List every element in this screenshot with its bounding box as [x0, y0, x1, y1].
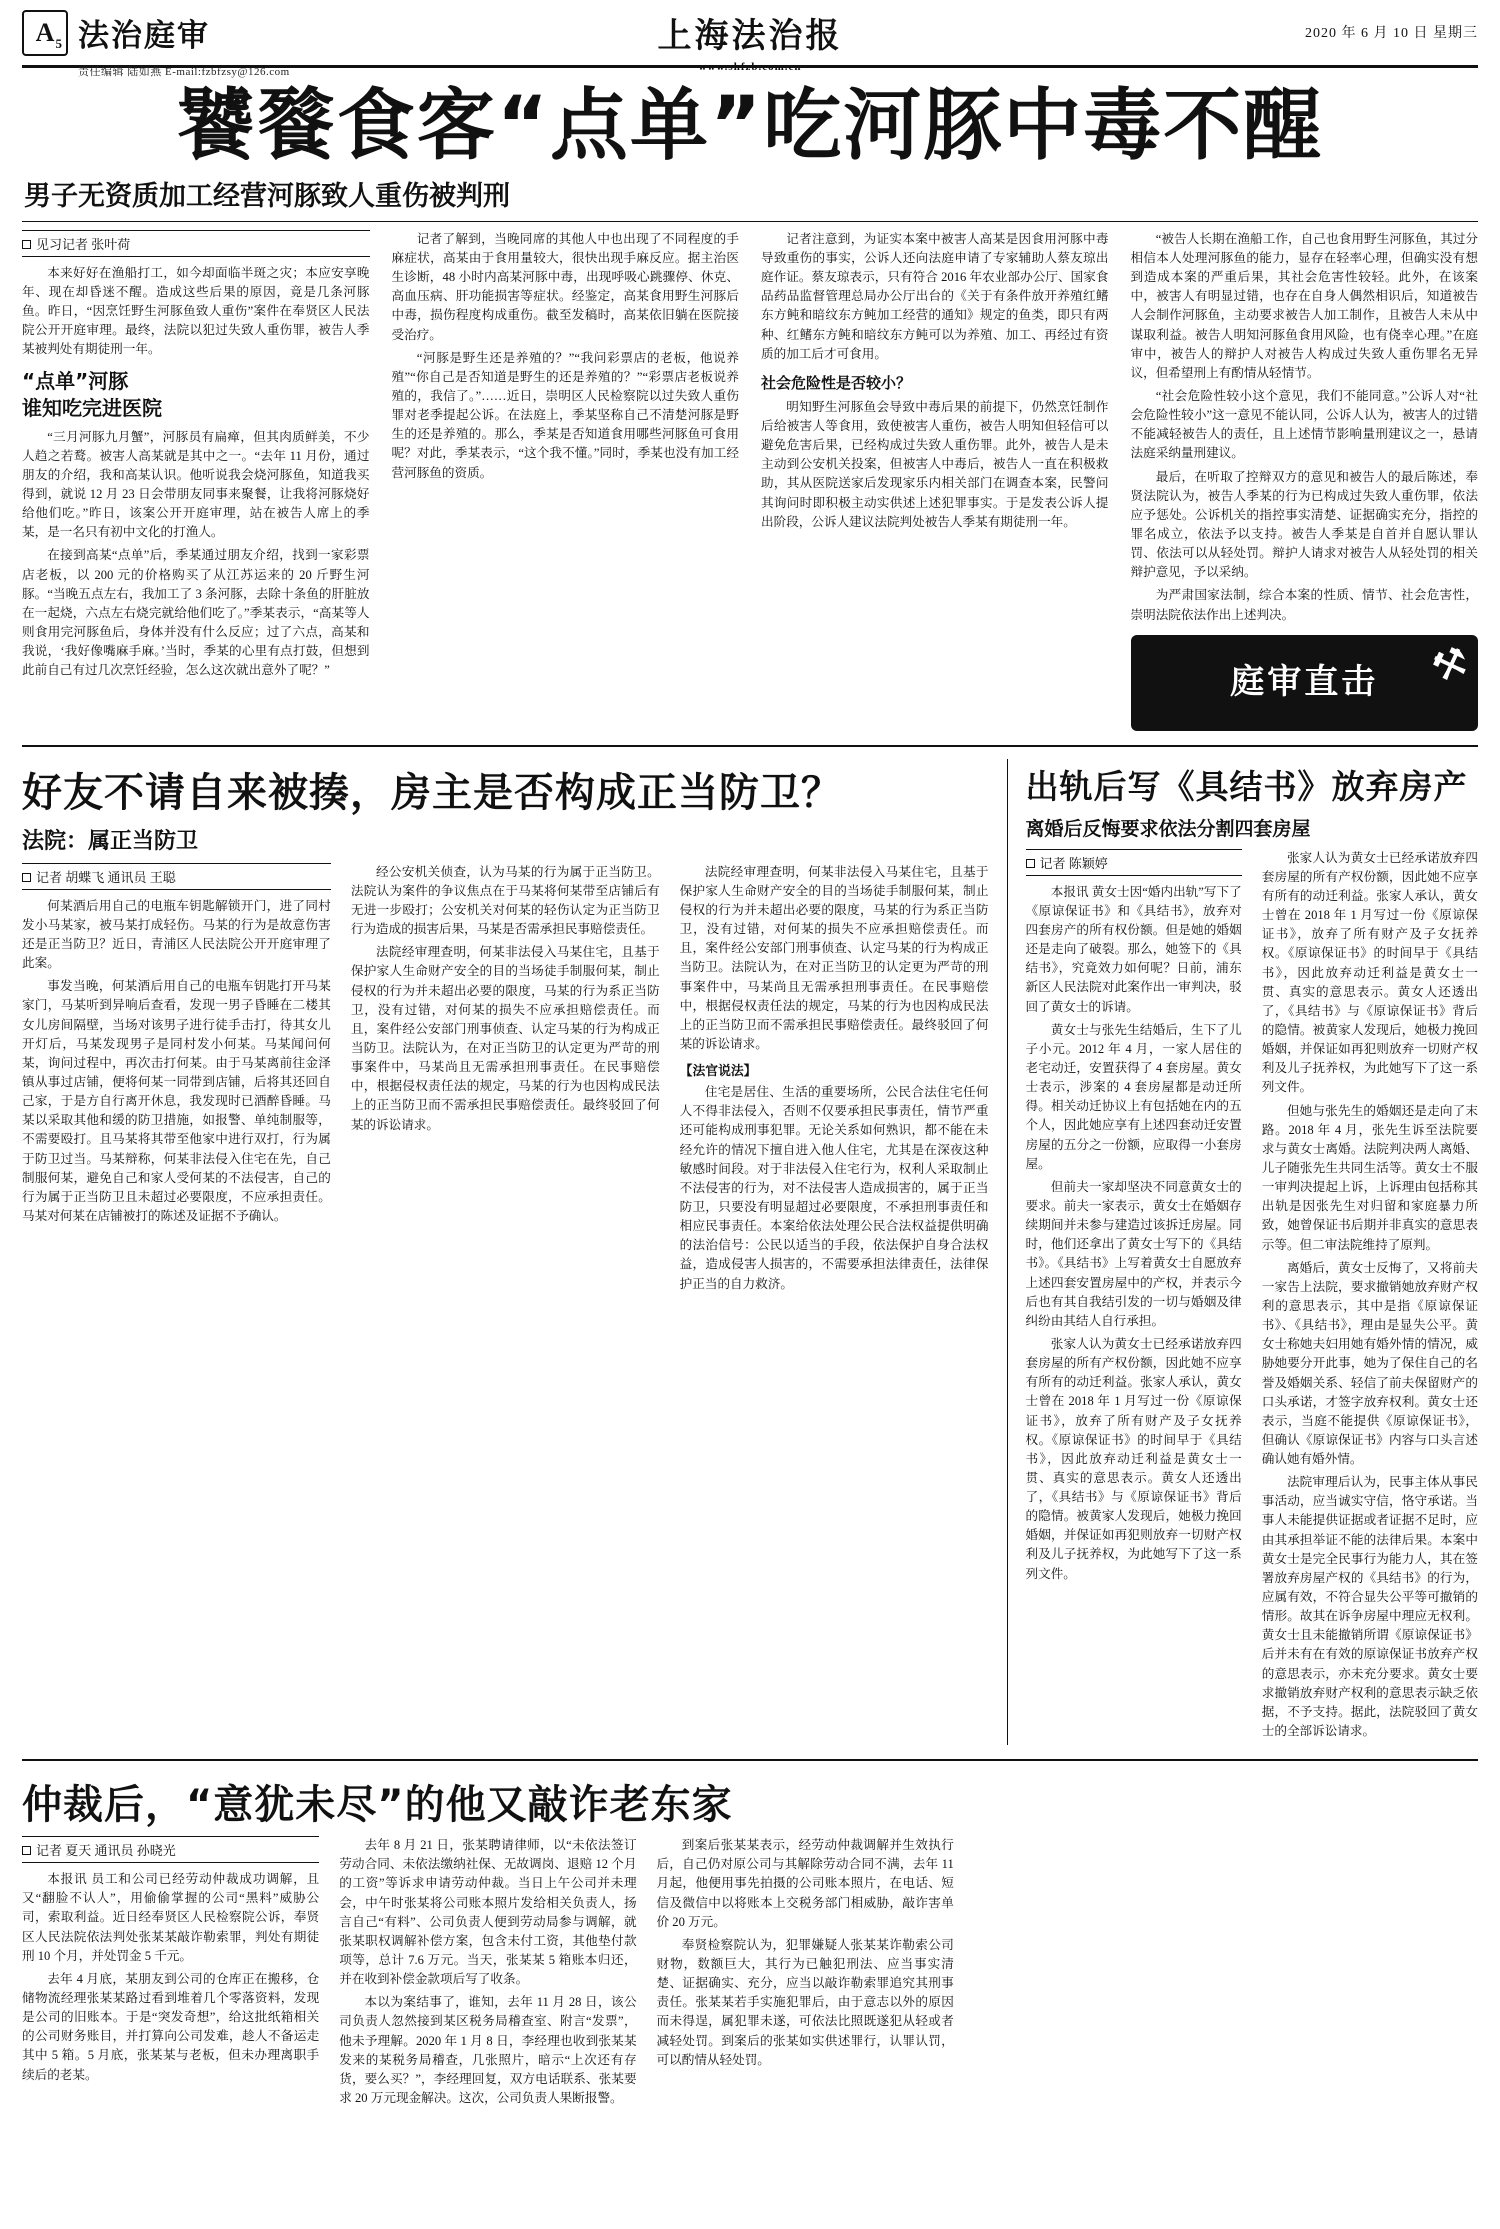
paragraph: 离婚后，黄女士反悔了，又将前夫一家告上法院，要求撤销她放弃财产权利的意思表示，其中是指《原谅保证书》、《具结书》，理由是显失公平。黄女士称她夫妇用她有婚外情的情况，威胁她要分开此事，她为了保住自己的名誉及婚姻关系、轻信了前夫保留财产的口头承诺，才签字放弃权利。黄女士还表示，当庭不能提供《原谅保证书》，但确认《原谅保证书》内容与口头言述确认她有婚外情。: [1261, 1260, 1478, 1467]
judge-note-title: 【法官说法】: [679, 1064, 757, 1079]
lead-subtitle-2: 社会危险性是否较小？: [761, 373, 912, 392]
story4-byline: [22, 1836, 319, 1863]
paragraph: 经公安机关侦查，认为马某的行为属于正当防卫。法院认为案件的争议焦点在于马某将何某带至店铺后有无进一步殴打；公安机关对何某的轻伤认定为正当防卫行为造成的损害后果，马某是否需承担民事赔偿责任。: [350, 864, 660, 937]
masthead-left: [22, 10, 290, 79]
paragraph: “三月河豚九月蟹”，河豚员有扁瘅，但其肉质鲜美，不少人趋之若鹜。被害人高某就是其中之一。“去年 11 月份，通过朋友的介绍，我和高某认识。他听说我会烧河豚鱼，知道我买得到，就说 12 月 23 日会带朋友同事来聚餐，让我将河豚烧好给他们吃。”昨日，该案公开开庭审理，站在被告人席上的季某，是一名只有初中文化的打渔人。: [22, 429, 370, 540]
section-divider: [22, 1759, 1478, 1761]
paragraph: 但前夫一家却坚决不同意黄女士的要求。前夫一家表示，黄女士在婚姻存续期间并未参与建造过该拆迁房屋。同时，他们还拿出了黄女士写下的《具结书》。《具结书》上写着黄女士自愿放弃上述四套安置房屋中的产权，并表示今后也有其自我结引发的一切与婚姻及律纠纷由其结人自行承担。: [1025, 1179, 1242, 1328]
lead-subhead: 男子无资质加工经营河豚致人重伤被判刑: [24, 180, 510, 212]
lead-story-columns: [22, 230, 1478, 731]
story2-headline: 好友不请自来被揍，房主是否构成正当防卫？: [22, 769, 842, 816]
paragraph: 本报讯 黄女士因“婚内出轨”写下了《原谅保证书》和《具结书》，放弃对四套房产的所有权份额。但是她的婚姻还是走向了破裂。那么，她签下的《具结书》，究竟效力如何呢？日前，浦东新区人民法院对此案作出一审判决，驳回了黄女士的诉请。: [1025, 884, 1242, 1014]
paragraph: 奉贤检察院认为，犯罪嫌疑人张某某诈勒索公司财物，数额巨大，其行为已触犯刑法、应当事实清楚、证据确实、充分，应当以敲诈勒索罪追究其刑事责任。张某某若手实施犯罪后，由于意志以外的原因而未得逞，属犯罪未遂，可依法比照既遂犯从轻或者减轻处罚。到案后的张某如实供述罪行，认罪认罚，可以酌情从轻处罚。: [656, 1937, 954, 2067]
story3-byline: [1026, 849, 1242, 876]
masthead-center: [658, 8, 843, 73]
stamp-text: 庭审直击: [1230, 661, 1379, 702]
paragraph: 何某酒后用自己的电瓶车钥匙解锁开门，进了同村发小马某家，被马某打成轻伤。马某的行为是故意伤害还是正当防卫？近日，青浦区人民法院公开开庭审理了此案。: [22, 898, 331, 971]
paragraph: 事发当晚，何某酒后用自己的电瓶车钥匙打开马某家门，马某听到异响后查看，发现一男子昏睡在二楼其女儿房间隔壁，当场对该男子进行徒手击打，待其女儿开灯后，马某发现男子是同村发小何某。马某闻问何某，询问过程中，再次击打何某。由于马某离前往金泽镇从事过店铺，便将何某一同带到店铺，后将其还回自己家，于是方自行离开休息，我发现时已酒醉昏睡。马某以采取其他和缓的防卫措施，如报警、单纯制服等，不需要殴打。且马某将其带至他家中进行双打，行为属于防卫过当。马某辩称，何某非法侵入住宅在先，自己制服何某，避免自己和家人受何某的不法侵害，自己的行为属于正当防卫且未超过必要限度，不应承担责任。马某对何某在店铺被打的陈述及证据不予确认。: [22, 979, 331, 1223]
byline-text: 记者 夏天 通讯员 孙晓光: [36, 1843, 176, 1859]
page-marker: [22, 10, 68, 56]
story4-col-3: [657, 1836, 954, 2112]
section-divider: [22, 745, 1478, 747]
story2-col-2: [351, 863, 660, 1298]
bullet-icon: [22, 1846, 31, 1855]
story3-columns: [1026, 849, 1478, 1745]
paragraph: 最后，在听取了控辩双方的意见和被告人的最后陈述，奉贤法院认为，被告人季某的行为已构成过失致人重伤罪，依法应予惩处。公诉机关的指控事实清楚、证据确实充分，指控的罪名成立，依法予以支持。被告人季某是自首并自愿认罪认罚、依法可以从轻处罚。辩护人请求对被告人从轻处罚的相关辩护意见，予以采纳。: [1130, 469, 1478, 580]
byline-text: 见习记者 张叶荷: [36, 236, 131, 252]
story3-col-2: [1262, 849, 1478, 1745]
column-logo-stamp: [1131, 635, 1479, 731]
lead-col-1: [22, 230, 370, 731]
paragraph: 法院经审理查明，何某非法侵入马某住宅，且基于保护家人生命财产安全的目的当场徒手制服何某，制止侵权的行为并未超出必要的限度，马某的行为系正当防卫，没有过错，对何某的损失不应承担赔偿责任。而且，案件经公安部门刑事侦查、认定马某的行为构成正当防卫。法院认为，在对正当防卫的认定更为严苛的刑事案件中，马某尚且无需承担刑事责任。在民事赔偿中，根据侵权责任法的规定，马某的行为也因构成民法上的正当防卫而不需承担民事赔偿责任。最终驳回了何某的诉讼请求。: [679, 864, 989, 1051]
story3: [1007, 759, 1478, 1745]
gavel-icon: ⚒: [1425, 636, 1475, 692]
paragraph: 住宅是居住、生活的重要场所，公民合法住宅任何人不得非法侵入，否则不仅要承担民事责任，情节严重还可能构成刑事犯罪。无论关系如何熟识，都不能在未经允许的情况下擅自进入他人住宅，尤其是在深夜这种敏感时间段。对于非法侵入住宅行为，权利人采取制止不法侵害的行为，对不法侵害人造成损害的，属于正当防卫，只要没有明显超过必要限度，不承担刑事责任和相应民事责任。本案给依法处理公民合法权益提供明确的法治信号：公民以适当的手段，依法保护自身合法权益，造成侵害人损害的，不需要承担法律责任，法律保护正当的自力救济。: [679, 1085, 989, 1291]
paragraph: 明知野生河豚鱼会导致中毒后果的前提下，仍然烹饪制作后给被害人等食用，致使被害人重伤，被告人明知但轻信可以避免危害后果，已经构成过失致人重伤罪。此外，被告人是未主动到公安机关投案，但被害人中毒后，被告人一直在积极救助，其从医院送家后发现家乐内相关部门在调查本案，民警问其询问时即积极主动实供述上述犯罪事实。于是发表公诉人提出阶段，公诉人建议法院判处被告人季某有期徒刑一年。: [761, 399, 1109, 529]
lead-headline: 饕餮食客“点单”吃河豚中毒不醒: [176, 81, 1324, 171]
page-number: 5: [55, 36, 62, 51]
paragraph: “河豚是野生还是养殖的？”“我问彩票店的老板，他说养殖”“你自己是否知道是野生的还是养殖的？”“彩票店老板说养殖的，我信了。”……近日，崇明区人民检察院以过失致人重伤罪对老季提起公诉。在法庭上，季某坚称自己不清楚河豚是野生的还是养殖的。那么，季某是否知道食用哪些河豚鱼可食用呢？对此，季某表示，“这个我不懂。”同时，季某也没有加工经营河豚鱼的资质。: [391, 350, 739, 480]
story2: [22, 759, 989, 1745]
page-letter: A: [35, 18, 55, 47]
mid-section: [22, 759, 1478, 1745]
paper-title: 上海法治报: [657, 16, 843, 56]
paragraph: “被告人长期在渔船工作，自己也食用野生河豚鱼，其过分相信本人处理河豚鱼的能力，显存在轻率心理，但确实没有想到造成本案的严重后果，其社会危害性较轻。此外，在该案中，被害人有明显过错，也存在自身人偶然相识后，知道被告人会制作河豚鱼，主动要求被告人加工制作，且被告人未从中谋取利益。被告人明知河豚鱼食用风险，也有侥幸心理。”在庭审中，被告人的辩护人对被告人构成过失致人重伤罪名无异议，但希望刑上有酌情从轻情节。: [1130, 231, 1478, 380]
story4-headline: 仲裁后，“意犹未尽”的他又敲诈老东家: [22, 1782, 733, 1829]
story4-columns: [22, 1836, 954, 2112]
section-title: 法治庭审: [78, 18, 210, 54]
paragraph: 张家人认为黄女士已经承诺放弃四套房屋的所有产权份额，因此她不应享有所有的动迁利益。张家人承认，黄女士曾在 2018 年 1 月写过一份《原谅保证书》，放弃了所有财产及子女抚养权。《原谅保证书》的时间早于《具结书》，因此放弃动迁利益是黄女士一贯、真实的意思表示。黄女人还透出了，《具结书》与《原谅保证书》背后的隐情。被黄家人发现后，她极力挽回婚姻，并保证如再犯则放弃一切财产权利及儿子抚养权，为此她写下了这一系列文件。: [1025, 1336, 1242, 1581]
paragraph: 法院审理后认为，民事主体从事民事活动，应当诚实守信，恪守承诺。当事人未能提供证据或者证据不足时，应由其承担举证不能的法律后果。本案中黄女士是完全民事行为能力人，其在签署放弃房屋产权的《具结书》的行为，应属有效，不符合显失公平等可撤销的情形。故其在诉争房屋中理应无权利。黄女士且未能撤销所谓《原谅保证书》后并未有在有效的原谅保证书放弃产权的意思表示，亦未充分要求。黄女士要求撤销放弃财产权利的意思表示缺乏依据，不予支持。据此，法院驳回了黄女士的全部诉讼请求。: [1261, 1475, 1478, 1739]
paragraph: 记者注意到，为证实本案中被害人高某是因食用河豚中毒导致重伤的事实，公诉人还向法庭申请了专家辅助人蔡友琼出庭作证。蔡友琼表示，只有符合 2016 年农业部办公厅、国家食品药品监督管理总局办公厅出台的《关于有条件放开养殖红鳍东方鲀和暗纹东方鲀加工经营的通知》规定的鱼类，即只有两种、红鳍东方鲀和暗纹东方鲀可以为养殖、加工、再经过有资质的加工后才可食用。: [761, 231, 1109, 361]
paragraph: 去年 8 月 21 日，张某聘请律师，以“未依法签订劳动合同、未依法缴纳社保、无故调岗、退赔 12 个月的工资”等诉求申请劳动仲裁。当日上午公司并未理会，中午时张某将公司账本照片发给相关负责人，扬言自己“有料”、公司负责人便到劳动局参与调解，就张某职权调解补偿方案，包含未付工资，其他垫付款项等，总计 7.6 万元。当天，张某某 5 箱账本归还，并在收到补偿金款项后写了收条。: [339, 1838, 637, 1987]
story2-byline: [22, 863, 331, 890]
story2-col-3: [680, 863, 989, 1298]
paragraph: 本来好好在渔船打工，如今却面临半斑之灾；本应安享晚年、现在却昏迷不醒。造成这些后果的原因，竟是几条河豚鱼。昨日，“因烹饪野生河豚鱼致人重伤”案件在奉贤区人民法院公开开庭审理。最终，法院以犯过失致人重伤罪，被告人季某被判处有期徒刑一年。: [22, 265, 370, 357]
paragraph: 张家人认为黄女士已经承诺放弃四套房屋的所有产权份额，因此她不应享有所有的动迁利益。张家人承认，黄女士曾在 2018 年 1 月写过一份《原谅保证书》，放弃了所有财产及子女抚养权。《原谅保证书》的时间早于《具结书》，因此放弃动迁利益是黄女士一贯、真实的意思表示。黄女人还透出了，《具结书》与《原谅保证书》背后的隐情。被黄家人发现后，她极力挽回婚姻，并保证如再犯则放弃一切财产权利及儿子抚养权，为此她写下了这一系列文件。: [1261, 850, 1478, 1095]
masthead: [22, 10, 1478, 78]
story4-col-1: [22, 1836, 319, 2112]
editor-line: 责任编辑 陆如燕 E-mail:fzbfzsy@126.com: [78, 66, 290, 78]
lead-subtitle-1: “点单”河豚 谁知吃完进医院: [22, 368, 162, 420]
byline-text: 记者 陈颖婷: [1039, 855, 1108, 871]
paragraph: 黄女士与张先生结婚后，生下了儿子小元。2012 年 4 月，一家人居住的老宅动迁，安置获得了 4 套房屋。黄女士表示，涉案的 4 套房屋都是动迁所得。相关动迁协议上有包括她在内的五个人，因此她应享有上述四套动迁安置房屋的五分之一份额，应取得一小套房屋。: [1025, 1022, 1242, 1171]
paragraph: 记者了解到，当晚同席的其他人中也出现了不同程度的手麻症状，高某由于食用量较大，很快出现手麻反应。据主治医生诊断，48 小时内高某河豚中毒，出现呼吸心跳骤停、休克、高血压病、肝功能损害等症状。经鉴定，高某食用野生河豚后中毒，损伤程度构成重伤。截至发稿时，高某依旧躺在医院接受治疗。: [391, 231, 739, 342]
paper-website[interactable]: www.shfzb.com.cn: [698, 61, 802, 73]
divider: [22, 221, 1478, 222]
byline-text: 记者 胡蝶飞 通讯员 王聪: [36, 869, 176, 885]
story2-columns: [22, 863, 989, 1298]
lead-byline: [22, 230, 370, 257]
story4: [22, 1773, 954, 2112]
paragraph: 到案后张某某表示，经劳动仲裁调解并生效执行后，自己仍对原公司与其解除劳动合同不满，去年 11 月起，他便用事先拍摄的公司账本照片，在电话、短信及微信中以将账本上交税务部门相威胁，敲诈害单价 20 万元。: [656, 1838, 954, 1929]
issue-date: 2020 年 6 月 10 日 星期三: [1305, 26, 1478, 41]
bullet-icon: [22, 873, 31, 882]
paragraph: 为严肃国家法制，综合本案的性质、情节、社会危害性，崇明法院依法作出上述判决。: [1130, 588, 1478, 622]
lead-col-2: [392, 230, 740, 731]
story2-subhead: 法院：属正当防卫: [22, 828, 199, 854]
paragraph: 去年 4 月底，某朋友到公司的仓库正在搬移，仓储物流经理张某某路过看到堆着几个零落资料，发现是公司的旧账本。于是“突发奇想”，给这批纸箱相关的公司财务账目，并打算向公司发难，趁人不备运走其中 5 箱。5 月底，张某某与老板，但未办理离职手续后的老某。: [22, 1971, 320, 2082]
paragraph: 但她与张先生的婚姻还是走向了末路。2018 年 4 月，张先生诉至法院要求与黄女士离婚。法院判决两人离婚、儿子随张先生共同生活等。黄女士不服一审判决提起上诉，上诉理由包括称其出轨是因张先生对归留和家庭暴力所致，她曾保证书后期并非真实的意思表示等。但二审法院维持了原判。: [1261, 1103, 1478, 1252]
story3-subhead: 离婚后反悔要求依法分割四套房屋: [1025, 817, 1311, 840]
story3-headline: 出轨后写《具结书》放弃房产: [1025, 766, 1468, 806]
paragraph: “社会危险性较小这个意见，我们不能同意。”公诉人对“社会危险性较小”这一意见不能认同，公诉人认为，被害人的过错不能减轻被告人的责任，且上述情节影响量刑建议之一，悬请法庭采纳量刑建议。: [1130, 389, 1478, 461]
paragraph: 法院经审理查明，何某非法侵入马某住宅，且基于保护家人生命财产安全的目的当场徒手制服何某，制止侵权的行为并未超出必要的限度，马某的行为系正当防卫，没有过错，对何某的损失不应承担赔偿责任。而且，案件经公安部门刑事侦查、认定马某的行为构成正当防卫。法院认为，在对正当防卫的认定更为严苛的刑事案件中，马某尚且无需承担刑事责任。在民事赔偿中，根据侵权责任法的规定，马某的行为也因构成民法上的正当防卫而不需承担民事赔偿责任。最终驳回了何某的诉讼请求。: [350, 945, 660, 1132]
paragraph: 在接到高某“点单”后，季某通过朋友介绍，找到一家彩票店老板，以 200 元的价格购买了从江苏运来的 20 斤野生河豚。“当晚五点左右，我加工了 3 条河豚，去除十条鱼的肝脏放在一起烧，六点左右烧完就给他们吃了。”季某表示，“高某等人则食用完河豚鱼后，身体并没有什么反应；过了六点，高某和我说，‘我好像嘴麻手麻。’当时，季某的心里有点打鼓，但想到此前自己有过几次烹饪经验，怎么这次就出意外了呢？”: [22, 548, 370, 678]
story3-col-1: [1026, 849, 1242, 1745]
story4-col-2: [339, 1836, 636, 2112]
bullet-icon: [1026, 859, 1035, 868]
lead-col-3: [761, 230, 1109, 731]
paragraph: 本报讯 员工和公司已经劳动仲裁成功调解，且又“翻脸不认人”，用偷偷掌握的公司“黑料”威胁公司，索取利益。近日经奉贤区人民检察院公诉，奉贤区人民法院依法判处张某某敲诈勒索罪，判处有期徒刑 10 个月，并处罚金 5 千元。: [22, 1872, 320, 1963]
bullet-icon: [22, 240, 31, 249]
lead-col-4: [1131, 230, 1479, 731]
story2-col-1: [22, 863, 331, 1298]
paragraph: 本以为案结事了，谁知，去年 11 月 28 日，该公司负责人忽然接到某区税务局稽查室、附言“发票”，他未予理解。2020 年 1 月 8 日，李经理也收到张某某发来的某税务局稽查，几张照片，暗示“上次还有存货，要么买？”，李经理回复，双方电话联系、张某要求 20 万元现金解决。这次，公司负责人果断报警。: [339, 1995, 637, 2105]
